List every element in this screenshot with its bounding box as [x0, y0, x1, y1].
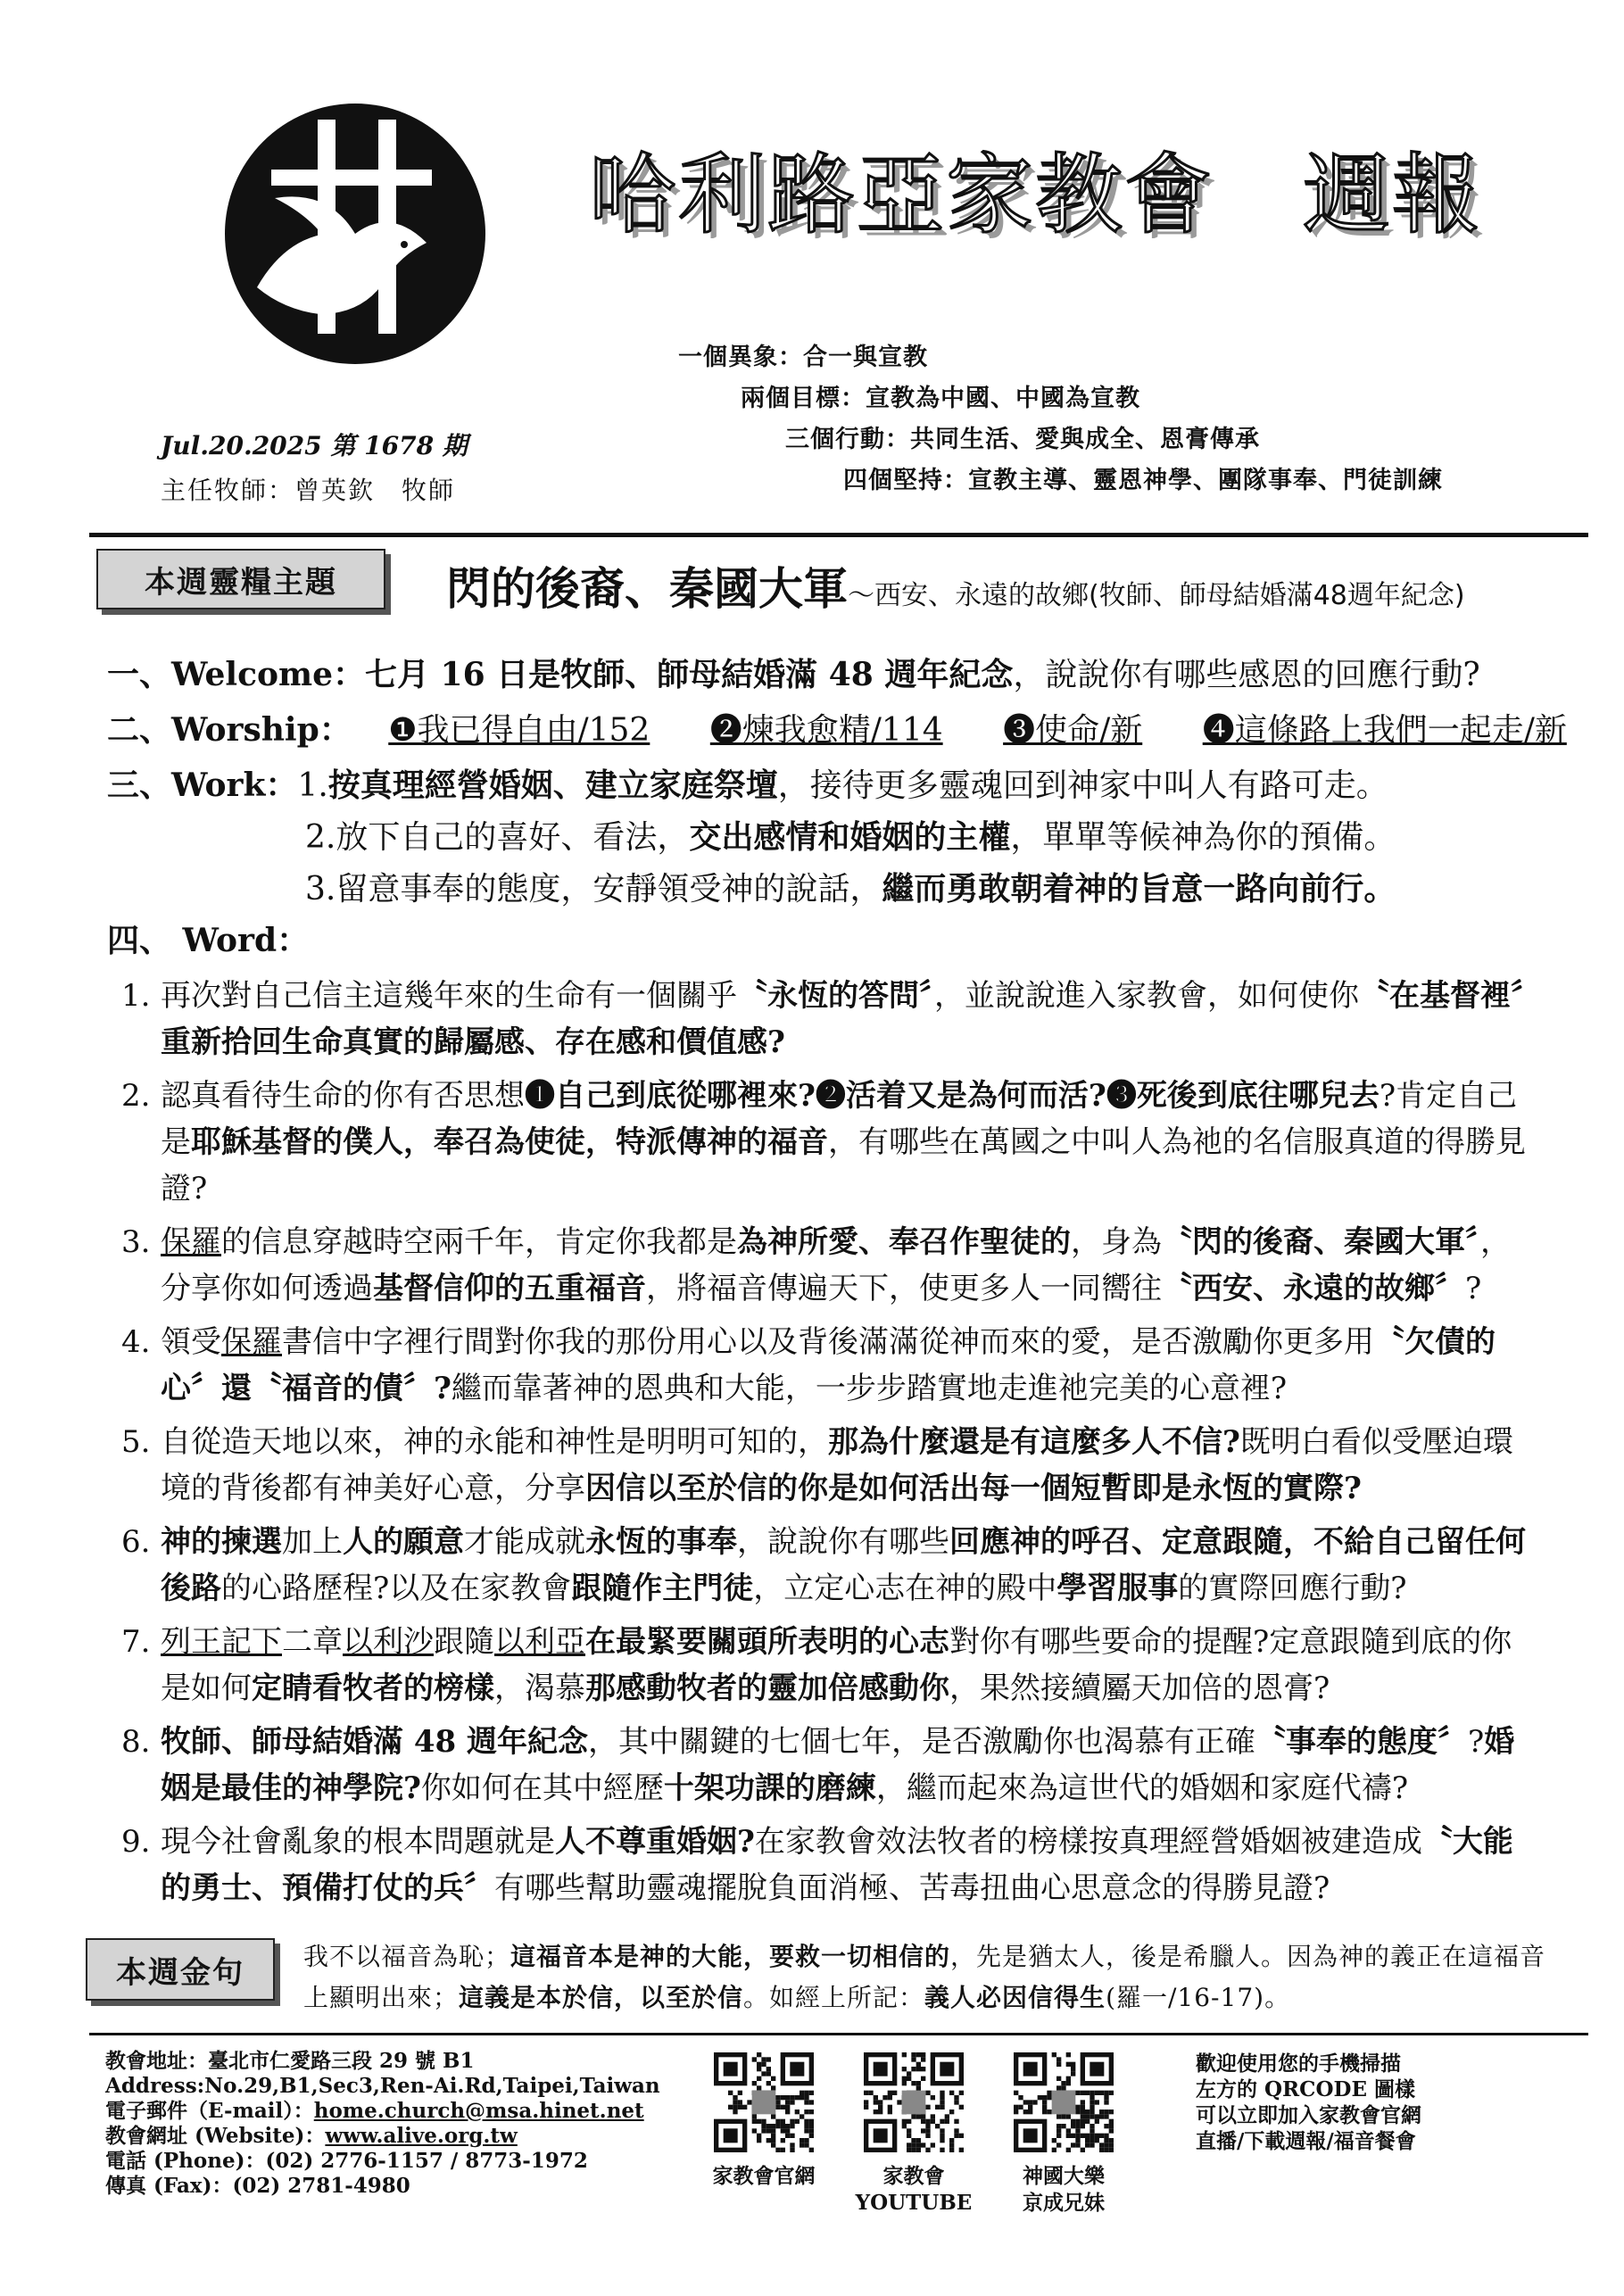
question-text: ，分享你如何透過	[161, 1224, 1511, 1306]
question-text: 為神所愛、奉召作聖徒的	[737, 1224, 1071, 1260]
question-text: 〝閃的後裔、秦國大軍〞	[1162, 1224, 1480, 1260]
question-9	[121, 1819, 1535, 1911]
question-text: 加上	[282, 1524, 343, 1560]
question-text: 在家教會效法牧者的榜樣按真理經營婚姻被建造成	[754, 1824, 1422, 1860]
question-number: 3.	[121, 1224, 151, 1260]
question-text: ，渴慕	[494, 1670, 585, 1706]
address-cn: 教會地址：臺北市仁愛路三段 29 號 B1	[105, 2049, 475, 2073]
question-text: 人的願意	[343, 1524, 464, 1560]
theme-label: 本週靈糧主題	[96, 549, 385, 609]
website-link[interactable]: www.alive.org.tw	[325, 2124, 518, 2148]
question-text: 〝事奉的態度〞	[1255, 1724, 1468, 1760]
qr-label-website: 家教會官網	[712, 2164, 816, 2188]
question-text: 二章	[282, 1624, 343, 1660]
question-number: 4.	[121, 1324, 151, 1360]
question-text: ，說說你有哪些	[737, 1524, 949, 1560]
issue-date: Jul.20.2025 第 1678 期	[161, 431, 468, 460]
question-4	[121, 1319, 1535, 1412]
work-line-2: 2.放下自己的喜好、看法，交出感情和婚姻的主權，單單等候神為你的預備。	[305, 818, 1396, 856]
question-text: 的實際回應行動?	[1178, 1571, 1407, 1606]
question-text: 永恆的事奉	[585, 1524, 737, 1560]
phone-line: 電話 (Phone)：(02) 2776-1157 / 8773-1972	[105, 2149, 588, 2173]
question-text: 的信息穿越時空兩千年，肯定你我都是	[221, 1224, 737, 1260]
question-text: ，果然接續屬天加倍的恩膏?	[949, 1670, 1330, 1706]
page-title: 哈利路亞家教會 週報	[589, 145, 1482, 246]
song-4: ❹這條路上我們一起走/新	[1202, 712, 1567, 749]
question-text: 在最緊要關頭所表明的心志	[585, 1624, 949, 1660]
vision-line-4: 四個堅持：宣教主導、靈恩神學、團隊事奉、門徒訓練	[843, 467, 1443, 494]
question-text: 自從造天地以來，神的永能和神性是明明可知的，	[161, 1424, 828, 1460]
question-7	[121, 1619, 1535, 1712]
question-text: 繼而靠著神的恩典和大能，一步步踏實地走進祂完美的心意裡?	[451, 1371, 1288, 1406]
question-text: 牧師、師母結婚滿 48 週年紀念	[161, 1724, 588, 1760]
question-text: 對你有哪些要命的提醒?定意跟隨到底的你是如何	[161, 1624, 1512, 1706]
question-number: 9.	[121, 1824, 151, 1860]
question-text: 基督信仰的五重福音	[373, 1271, 646, 1306]
question-text: ?	[1468, 1724, 1485, 1760]
fax-line: 傳真 (Fax)：(02) 2781-4980	[105, 2174, 410, 2198]
question-text: ，立定心志在神的殿中	[753, 1571, 1057, 1606]
qr-label-youtube: 家教會 YOUTUBE	[855, 2164, 973, 2215]
qr-code-website[interactable]	[714, 2052, 814, 2152]
qr-instructions: 歡迎使用您的手機掃描 左方的 QRCODE 圖樣 可以立即加入家教會官網 直播/下載週報/福音餐會	[1196, 2051, 1421, 2153]
question-text: 領受	[161, 1324, 221, 1360]
question-text: 再次對自己信主這幾年來的生命有一個關乎	[161, 978, 737, 1014]
question-text: ，並說說進入家教會，如何使你	[934, 978, 1359, 1014]
question-text: ，有哪些在萬國之中叫人為祂的名信服真道的得勝見證?	[161, 1124, 1526, 1206]
question-text: ?	[1465, 1271, 1482, 1306]
question-number: 7.	[121, 1624, 151, 1660]
question-number: 2.	[121, 1078, 151, 1114]
question-6	[121, 1519, 1535, 1612]
song-3: ❸使命/新	[1003, 712, 1143, 749]
question-text: 保羅	[221, 1324, 282, 1360]
footer-divider	[89, 2033, 1588, 2035]
work-line-1: 三、Work：1.按真理經營婚姻、建立家庭祭壇，接待更多靈魂回到神家中叫人有路可走。	[107, 767, 1388, 804]
question-text: 現今社會亂象的根本問題就是	[161, 1824, 555, 1860]
question-1	[121, 973, 1535, 1065]
question-text: 〝在基督裡〞重新拾回生命真實的歸屬感、存在感和價值感?	[161, 978, 1526, 1060]
question-text: ，其中關鍵的七個七年，是否激勵你也渴慕有正確	[588, 1724, 1255, 1760]
pastor-name: 主任牧師：曾英欽 牧師	[161, 476, 456, 505]
question-text: 既明白看似受壓迫環境的背後都有神美好心意，分享	[161, 1424, 1513, 1506]
worship-line: 二、Worship： ❶我已得自由/152 ❷煉我愈精/114 ❸使命/新 ❹這條路上我們一起走/新	[107, 711, 1567, 749]
question-text: 〝欠債的心〞還〝福音的債〞?	[161, 1324, 1496, 1406]
song-2: ❷煉我愈精/114	[709, 712, 943, 749]
question-text: 因信以至於信的你是如何活出每一個短暫即是永恆的實際?	[585, 1471, 1362, 1506]
question-text: 〝大能的勇士、預備打仗的兵〞	[161, 1824, 1513, 1906]
question-text: 有哪些幫助靈魂擺脫負面消極、苦毒扭曲心思意念的得勝見證?	[494, 1870, 1330, 1906]
website-line: 教會網址 (Website)：www.alive.org.tw	[105, 2124, 518, 2148]
question-text: 你如何在其中經歷	[420, 1770, 664, 1806]
question-text: 回應神的呼召、定意跟隨，不給自己留任何後路	[161, 1524, 1526, 1606]
question-text: 書信中字裡行間對你我的那份用心以及背後滿滿從神而來的愛，是否激勵你更多用	[282, 1324, 1374, 1360]
church-logo	[221, 100, 489, 368]
header-divider	[89, 533, 1588, 537]
qr-label-music: 神國大樂 京成兄妹	[1023, 2164, 1105, 2215]
question-text: 那為什麼還是有這麼多人不信?	[828, 1424, 1240, 1460]
question-number: 6.	[121, 1524, 151, 1560]
question-number: 5.	[121, 1424, 151, 1460]
qr-code-music[interactable]	[1014, 2052, 1114, 2152]
song-1: ❶我已得自由/152	[388, 712, 650, 749]
question-text: 認真看待生命的你有否思想	[161, 1078, 525, 1114]
question-text: 的心路歷程?以及在家教會	[221, 1571, 572, 1606]
question-text: 以利沙	[343, 1624, 434, 1660]
question-text: 保羅	[161, 1224, 221, 1260]
work-line-3: 3.留意事奉的態度，安靜領受神的說話，繼而勇敢朝着神的旨意一路向前行。	[305, 870, 1396, 908]
question-text: 定睛看牧者的榜樣	[252, 1670, 494, 1706]
question-3	[121, 1219, 1535, 1312]
question-text: ?肯定自己是	[161, 1078, 1518, 1160]
question-8	[121, 1719, 1535, 1811]
question-text: 婚姻是最佳的神學院?	[161, 1724, 1515, 1806]
question-number: 8.	[121, 1724, 151, 1760]
vision-line-2: 兩個目標：宣教為中國、中國為宣教	[741, 385, 1140, 412]
question-text: 以利亞	[494, 1624, 585, 1660]
verse-text: 我不以福音為恥；這福音本是神的大能，要救一切相信的，先是猶太人，後是希臘人。因為神的義正在這福音上顯明出來；這義是本於信，以至於信。如經上所記：義人必因信得生(羅一/16-17)。	[303, 1942, 1546, 2012]
question-text: 人不尊重婚姻?	[555, 1824, 755, 1860]
question-text: 才能成就	[464, 1524, 585, 1560]
theme-title: 閃的後裔、秦國大軍～西安、永遠的故鄉(牧師、師母結婚滿48週年紀念)	[446, 563, 1465, 615]
question-text: 耶穌基督的僕人，奉召為使徒，特派傳神的福音	[191, 1124, 828, 1160]
qr-code-youtube[interactable]	[864, 2052, 964, 2152]
question-text: ❶自己到底從哪裡來?❷活着又是為何而活?❸死後到底往哪兒去	[525, 1078, 1380, 1114]
question-text: 跟隨	[434, 1624, 494, 1660]
vision-line-1: 一個異象：合一與宣教	[678, 344, 928, 371]
question-text: ，繼而起來為這世代的婚姻和家庭代禱?	[875, 1770, 1409, 1806]
question-text: ，身為	[1071, 1224, 1162, 1260]
word-heading: 四、 Word：	[107, 922, 310, 959]
question-2	[121, 1073, 1535, 1212]
email-link[interactable]: home.church@msa.hinet.net	[313, 2099, 644, 2123]
question-text: 那感動牧者的靈加倍感動你	[585, 1670, 949, 1706]
question-text: ，將福音傳遍天下，使更多人一同嚮往	[646, 1271, 1162, 1306]
question-text: 列王記下	[161, 1624, 282, 1660]
question-text: 〝西安、永遠的故鄉〞	[1162, 1271, 1465, 1306]
question-number: 1.	[121, 978, 151, 1014]
question-text: 〝永恆的答問〞	[737, 978, 934, 1014]
email-line: 電子郵件（E-mail）：home.church@msa.hinet.net	[105, 2099, 644, 2123]
question-text: 跟隨作主門徒	[571, 1571, 754, 1606]
question-text: 學習服事	[1056, 1571, 1179, 1606]
question-text: 神的揀選	[161, 1524, 282, 1560]
question-text: 十架功課的磨練	[663, 1770, 876, 1806]
address-en: Address:No.29,B1,Sec3,Ren-Ai.Rd,Taipei,Taiwan	[105, 2074, 660, 2098]
question-5	[121, 1419, 1535, 1512]
welcome-line: 一、Welcome：七月 16 日是牧師、師母結婚滿 48 週年紀念，說說你有哪些感恩的回應行動?	[107, 656, 1480, 693]
vision-line-3: 三個行動：共同生活、愛與成全、恩膏傳承	[785, 426, 1260, 453]
verse-label: 本週金句	[86, 1938, 275, 2001]
